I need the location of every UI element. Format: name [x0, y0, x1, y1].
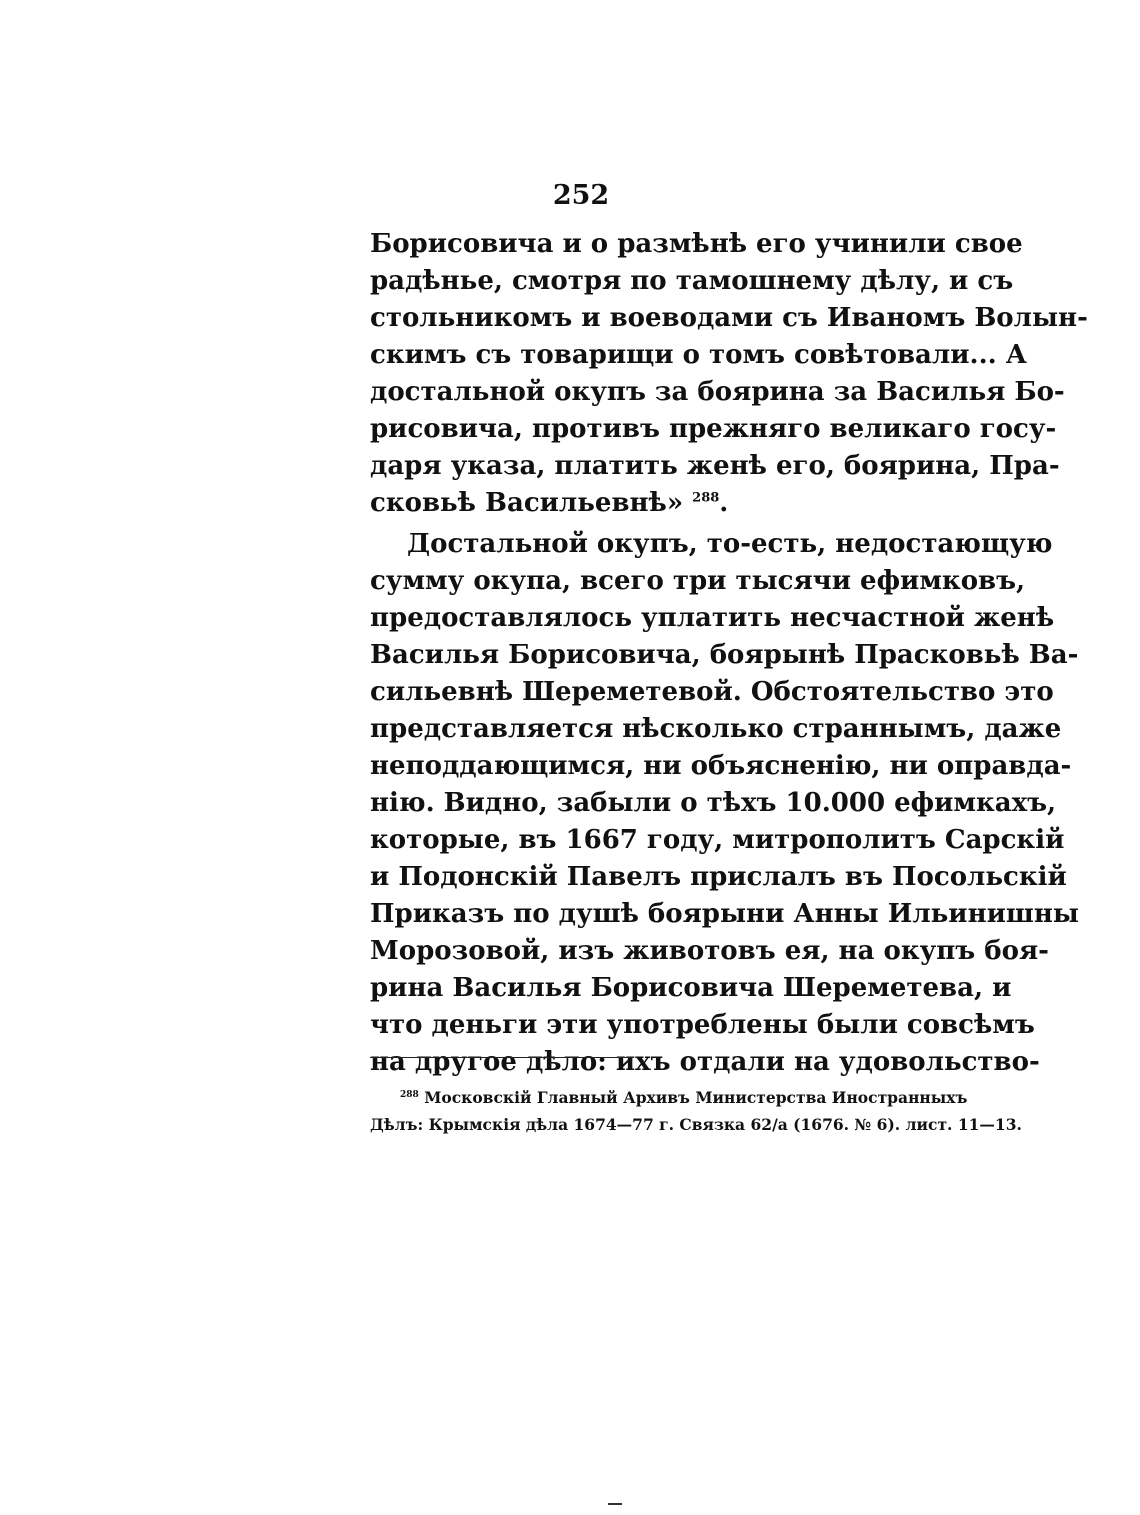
text-line: на другое дѣло: ихъ отдали на удовольство-	[370, 1047, 1040, 1077]
paragraph-1	[370, 226, 1088, 522]
text-line: рина Василья Борисовича Шереметева, и	[370, 973, 1012, 1003]
text-line: стольникомъ и воеводами съ Иваномъ Волын-	[370, 303, 1088, 333]
footnote-reference[interactable]: 288	[692, 490, 720, 506]
page-number: 252	[552, 180, 610, 211]
text-line: что деньги эти употреблены были совсѣмъ	[370, 1010, 1035, 1040]
text-line: которые, въ 1667 году, митрополитъ Сарскій	[370, 825, 1065, 855]
text-line: скимъ съ товарищи о томъ совѣтовали... А	[370, 340, 1027, 370]
text-line: радѣнье, смотря по тамошнему дѣлу, и съ	[370, 266, 1014, 296]
text-line-body: сковьѣ Васильевнѣ»	[370, 488, 684, 518]
text-line: сумму окупа, всего три тысячи ефимковъ,	[370, 566, 1026, 596]
footnote-text: Московскій Главный Архивъ Министерства Иностранныхъ	[424, 1088, 968, 1107]
text-line: и Подонскій Павелъ прислалъ въ Посольскій	[370, 862, 1067, 892]
text-line-last	[370, 485, 948, 522]
text-line: даря указа, платить женѣ его, боярина, Пра-	[370, 451, 1060, 481]
text-line: неподдающимся, ни объясненію, ни оправда-	[370, 751, 1072, 781]
footnote-line: Дѣлъ: Крымскія дѣла 1674—77 г. Связка 62/а (1676. № 6). лист. 11—13.	[370, 1115, 1022, 1134]
text-line: рисовича, противъ прежняго великаго госу-	[370, 414, 1057, 444]
paragraph-2	[370, 526, 1079, 1081]
text-line: нію. Видно, забыли о тѣхъ 10.000 ефимкахъ,	[370, 788, 1057, 818]
text-line: предоставлялось уплатить несчастной женѣ	[370, 603, 1055, 633]
footnote-number: 288	[400, 1089, 419, 1100]
text-line: Василья Борисовича, боярынѣ Прасковьѣ Ва-	[370, 640, 1079, 670]
text-line: Приказъ по душѣ боярыни Анны Ильинишны	[370, 899, 1079, 929]
text-line: достальной окупъ за боярина за Василья Бо-	[370, 377, 1065, 407]
text-line: сильевнѣ Шереметевой. Обстоятельство это	[370, 677, 1054, 707]
main-text	[370, 226, 1088, 1081]
text-line: Морозовой, изъ животовъ ея, на окупъ боя-	[370, 936, 1049, 966]
text-line: Борисовича и о размѣнѣ его учинили свое	[370, 229, 1023, 259]
text-line: Достальной окупъ, то-есть, недостающую	[407, 529, 1053, 559]
footnote-line	[370, 1084, 968, 1111]
sentence-end: .	[719, 488, 729, 518]
bottom-mark	[608, 1503, 622, 1505]
text-line: представляется нѣсколько страннымъ, даже	[370, 714, 1062, 744]
footnote-divider	[370, 1057, 634, 1058]
footnotes	[370, 1084, 1022, 1138]
